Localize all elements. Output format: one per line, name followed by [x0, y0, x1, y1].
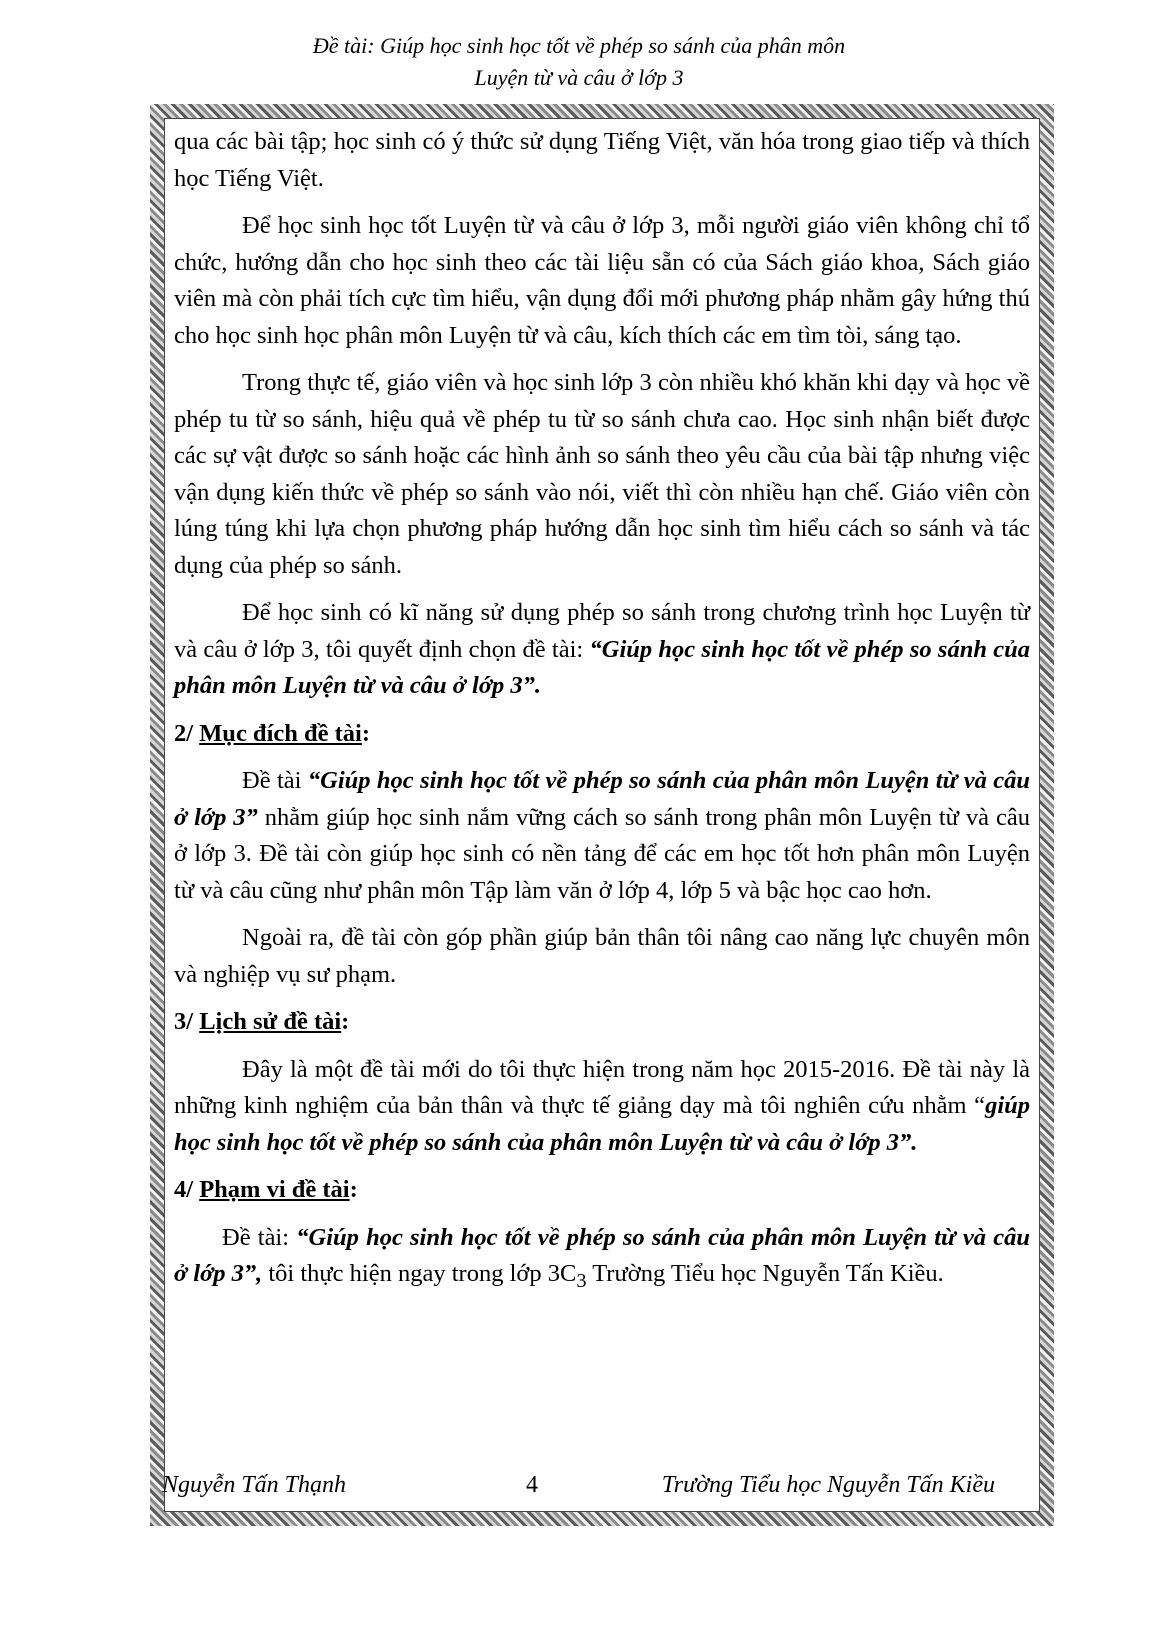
- paragraph-4-title-emphasis: “Giúp học sinh học tốt về phép so sánh của phân môn Luyện từ và câu ở lớp 3”.: [174, 635, 1030, 699]
- section-heading-4: [174, 1172, 1030, 1209]
- paragraph-5: [174, 763, 1030, 909]
- paragraph-7-text: Đây là một đề tài mới do tôi thực hiện trong năm học 2015-2016. Đề tài này là những kinh nghiệm của bản thân và thực tế giảng dạy mà tôi nghiên cứu nhằm “: [174, 1055, 1030, 1119]
- section-heading-3: [174, 1004, 1030, 1041]
- section-2-colon: :: [361, 719, 371, 747]
- page-number: 4: [526, 1472, 538, 1498]
- section-heading-2: [174, 716, 1030, 753]
- paragraph-5-text: nhằm giúp học sinh nắm vững cách so sánh trong phân môn Luyện từ và câu ở lớp 3. Đề tài còn giúp học sinh có nền tảng để các em học tốt hơn phân môn Luyện từ và câu cũng như phân môn Tập làm văn ở lớp 4, lớp 5 và bậc học cao hơn.: [174, 803, 1030, 904]
- paragraph-7-title-emphasis: giúp học sinh học tốt về phép so sánh của phân môn Luyện từ và câu ở lớp 3”.: [174, 1092, 1030, 1156]
- paragraph-4: [174, 595, 1030, 705]
- section-4-title: Phạm vi đề tài: [199, 1176, 350, 1203]
- paragraph-5-lead: Đề tài: [242, 767, 308, 794]
- paragraph-4-text: Để học sinh có kĩ năng sử dụng phép so sánh trong chương trình học Luyện từ và câu ở lớp 3, tôi quyết định chọn đề tài:: [174, 599, 1030, 663]
- section-3-colon: :: [341, 1008, 350, 1035]
- class-subscript: 3: [576, 1269, 587, 1292]
- paragraph-8-tail: Trường Tiểu học Nguyễn Tấn Kiều.: [586, 1260, 944, 1287]
- paragraph-1: qua các bài tập; học sinh có ý thức sử dụng Tiếng Việt, văn hóa trong giao tiếp và thích học Tiếng Việt.: [174, 128, 1030, 192]
- paragraph-2: Để học sinh học tốt Luyện từ và câu ở lớp 3, mỗi người giáo viên không chỉ tổ chức, hướng dẫn cho học sinh theo các tài liệu sẵn có của Sách giáo khoa, Sách giáo viên mà còn phải tích cực tìm hiểu, vận dụng đổi mới phương pháp nhằm gây hứng thú cho học sinh học phân môn Luyện từ và câu, kích thích các em tìm tòi, sáng tạo.: [174, 212, 1030, 349]
- footer-school: Trường Tiểu học Nguyễn Tấn Kiều: [661, 1472, 995, 1498]
- section-3-number: 3/: [174, 1008, 200, 1035]
- footer-author: Nguyễn Tấn Thạnh: [162, 1472, 347, 1498]
- paragraph-8-title-emphasis: “Giúp học sinh học tốt về phép so sánh của phân môn Luyện từ và câu ở lớp 3”,: [174, 1223, 1030, 1287]
- section-2-number: 2/: [174, 719, 200, 747]
- running-header: [0, 30, 1158, 94]
- running-footer: [0, 1472, 1158, 1508]
- paragraph-8-lead: Đề tài:: [222, 1223, 297, 1251]
- section-4-number: 4/: [174, 1176, 200, 1203]
- header-line-2: Luyện từ và câu ở lớp 3: [474, 65, 684, 90]
- paragraph-6: Ngoài ra, đề tài còn góp phần giúp bản thân tôi nâng cao năng lực chuyên môn và nghiệp vụ sư phạm.: [174, 924, 1030, 988]
- paragraph-3: Trong thực tế, giáo viên và học sinh lớp 3 còn nhiều khó khăn khi dạy và học về phép tu từ so sánh, hiệu quả về phép tu từ so sánh chưa cao. Học sinh nhận biết được các sự vật được so sánh hoặc các hình ảnh so sánh theo yêu cầu của bài tập nhưng việc vận dụng kiến thức về phép so sánh vào nói, viết thì còn nhiều hạn chế. Giáo viên còn lúng túng khi lựa chọn phương pháp hướng dẫn học sinh tìm hiểu cách so sánh và tác dụng của phép so sánh.: [174, 369, 1030, 579]
- section-2-title: Mục đích đề tài: [199, 719, 362, 747]
- section-3-title: Lịch sử đề tài: [199, 1008, 342, 1035]
- paragraph-8-text: tôi thực hiện ngay trong lớp 3C: [262, 1260, 577, 1287]
- header-line-1: Đề tài: Giúp học sinh học tốt về phép so sánh của phân môn: [312, 33, 846, 58]
- paragraph-7: [174, 1052, 1030, 1162]
- paragraph-5-title-emphasis: “Giúp học sinh học tốt về phép so sánh của phân môn Luyện từ và câu ở lớp 3”: [174, 767, 1030, 831]
- document-body: [174, 124, 1030, 1310]
- paragraph-8: [174, 1220, 1030, 1300]
- section-4-colon: :: [349, 1176, 358, 1203]
